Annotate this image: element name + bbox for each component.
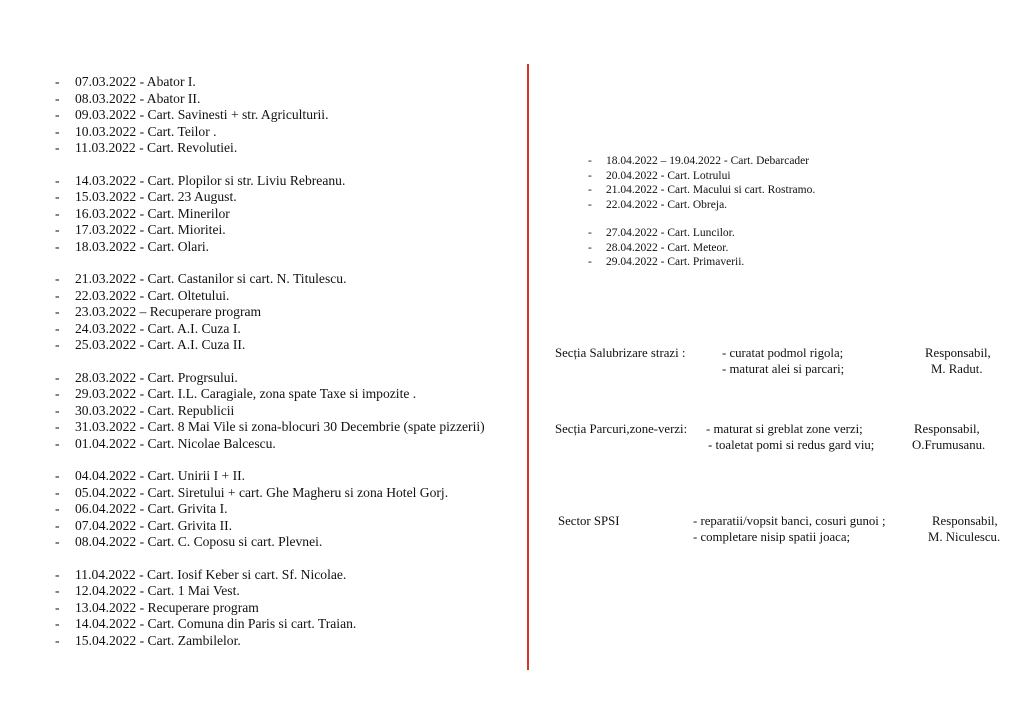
right-schedule-list [588, 154, 1008, 270]
responsible-label: Responsabil, [925, 346, 991, 360]
schedule-row [55, 189, 525, 206]
schedule-row [55, 600, 525, 617]
schedule-entry [75, 583, 240, 600]
schedule-entry [75, 173, 345, 190]
bullet-dash: - [55, 534, 60, 549]
group-spacer [55, 255, 525, 271]
schedule-location: - Abator I. [139, 74, 196, 89]
schedule-row [588, 169, 1008, 184]
bullet-dash: - [55, 517, 60, 533]
bullet-dash: - [55, 189, 60, 204]
schedule-location: – 19.04.2022 - Cart. Debarcader [660, 155, 810, 167]
schedule-location: - Cart. 23 August. [139, 189, 237, 204]
bullet-dash: - [55, 172, 60, 188]
schedule-entry [75, 485, 448, 502]
schedule-row [588, 241, 1008, 256]
schedule-row [55, 518, 525, 535]
schedule-row [55, 403, 525, 420]
schedule-date: 27.04.2022 [606, 227, 658, 239]
bullet-dash: - [55, 435, 60, 451]
schedule-location: - Cart. Primaverii. [660, 256, 745, 268]
group-spacer [55, 452, 525, 468]
schedule-entry [75, 107, 328, 124]
schedule-entry [75, 436, 276, 453]
schedule-row [55, 239, 525, 256]
schedule-row [55, 271, 525, 288]
schedule-entry [75, 74, 196, 91]
schedule-location: - Cart. 1 Mai Vest. [139, 583, 240, 598]
bullet-dash: - [55, 402, 60, 418]
schedule-location: - Cart. I.L. Caragiale, zona spate Taxe si impozite . [139, 386, 417, 401]
group-spacer [55, 157, 525, 173]
schedule-row [55, 304, 525, 321]
bullet-dash: - [55, 304, 60, 319]
bullet-dash: - [588, 227, 592, 239]
bullet-dash: - [55, 271, 60, 286]
responsible-name: O.Frumusanu. [912, 438, 986, 452]
schedule-entry [75, 140, 237, 157]
schedule-location: - Cart. Nicolae Balcescu. [139, 435, 276, 451]
schedule-date: 22.03.2022 [75, 287, 137, 303]
schedule-date: 09.03.2022 [75, 107, 137, 122]
schedule-row [55, 140, 525, 157]
schedule-row [588, 255, 1008, 270]
schedule-date: 23.03.2022 [75, 304, 137, 319]
schedule-location: - Cart. Minerilor [139, 205, 230, 221]
schedule-entry [75, 124, 217, 141]
schedule-row [55, 206, 525, 223]
schedule-date: 25.03.2022 [75, 337, 137, 352]
bullet-dash: - [55, 386, 60, 401]
bullet-dash: - [55, 566, 60, 582]
left-schedule-list [55, 74, 525, 649]
schedule-location: - Cart. Lotrului [660, 169, 731, 182]
schedule-location: - Cart. Comuna din Paris si cart. Traian. [139, 616, 357, 631]
schedule-date: 15.04.2022 [75, 632, 137, 648]
bullet-dash: - [55, 583, 60, 598]
bullet-dash: - [588, 256, 592, 268]
schedule-location: - Recuperare program [139, 599, 259, 615]
bullet-dash: - [55, 419, 60, 434]
schedule-location: - Cart. Republicii [139, 402, 235, 418]
schedule-entry [75, 534, 322, 551]
section-task: - completare nisip spatii joaca; [693, 530, 851, 544]
bullet-dash: - [588, 169, 592, 182]
schedule-date: 05.04.2022 [75, 484, 137, 500]
section-spsi [558, 513, 1018, 547]
schedule-entry [606, 255, 744, 270]
schedule-date: 01.04.2022 [75, 435, 137, 451]
schedule-row [55, 567, 525, 584]
bullet-dash: - [55, 74, 60, 89]
responsible-label: Responsabil, [932, 514, 998, 528]
schedule-date: 15.03.2022 [75, 189, 137, 204]
schedule-date: 20.04.2022 [606, 169, 658, 182]
schedule-date: 06.04.2022 [75, 501, 137, 516]
schedule-entry [606, 226, 735, 241]
schedule-entry [75, 419, 485, 436]
schedule-location: - Cart. C. Coposu si cart. Plevnei. [139, 534, 323, 549]
schedule-entry [75, 304, 261, 321]
schedule-entry [75, 321, 241, 338]
schedule-date: 11.03.2022 [75, 140, 136, 155]
section-salubrizare [555, 345, 1015, 379]
schedule-date: 04.04.2022 [75, 468, 137, 483]
schedule-entry [606, 183, 815, 198]
schedule-entry [606, 241, 728, 256]
bullet-dash: - [588, 241, 592, 254]
schedule-location: - Cart. Obreja. [660, 198, 728, 211]
bullet-dash: - [55, 140, 60, 155]
schedule-row [55, 534, 525, 551]
schedule-date: 28.03.2022 [75, 369, 137, 385]
schedule-entry [75, 288, 229, 305]
schedule-entry [75, 239, 209, 256]
schedule-row [55, 485, 525, 502]
schedule-date: 22.04.2022 [606, 198, 658, 211]
schedule-date: 07.04.2022 [75, 517, 137, 533]
section-parcuri [555, 421, 1015, 455]
section-task: - maturat alei si parcari; [722, 362, 845, 376]
schedule-date: 14.03.2022 [75, 172, 137, 188]
schedule-location: - Cart. Macului si cart. Rostramo. [660, 184, 816, 196]
schedule-date: 17.03.2022 [75, 222, 137, 237]
schedule-row [588, 198, 1008, 213]
bullet-dash: - [55, 90, 60, 106]
bullet-dash: - [55, 320, 60, 336]
schedule-location: - Cart. Teilor . [139, 123, 217, 139]
section-label: Secția Parcuri,zone-verzi: [555, 422, 688, 436]
schedule-location: - Cart. A.I. Cuza I. [139, 320, 241, 336]
schedule-date: 21.04.2022 [606, 184, 658, 196]
schedule-location: – Recuperare program [139, 304, 262, 319]
schedule-row [55, 419, 525, 436]
schedule-location: - Cart. 8 Mai Vile si zona-blocuri 30 Decembrie (spate pizzerii) [139, 419, 485, 434]
schedule-date: 11.04.2022 [75, 566, 136, 582]
schedule-row [55, 222, 525, 239]
schedule-entry [75, 403, 234, 420]
schedule-row [55, 337, 525, 354]
schedule-row [55, 583, 525, 600]
bullet-dash: - [55, 632, 60, 648]
schedule-date: 18.03.2022 [75, 238, 137, 254]
responsible-name: M. Radut. [931, 362, 983, 376]
bullet-dash: - [55, 468, 60, 483]
schedule-date: 07.03.2022 [75, 74, 137, 89]
schedule-row [55, 173, 525, 190]
schedule-row [588, 226, 1008, 241]
schedule-date: 08.04.2022 [75, 534, 137, 549]
bullet-dash: - [55, 484, 60, 500]
responsible-label: Responsabil, [914, 422, 980, 436]
schedule-entry [75, 616, 356, 633]
schedule-date: 29.04.2022 [606, 256, 658, 268]
schedule-entry [75, 600, 259, 617]
schedule-entry [75, 468, 245, 485]
schedule-row [55, 436, 525, 453]
schedule-entry [75, 518, 232, 535]
schedule-row [55, 370, 525, 387]
schedule-date: 28.04.2022 [606, 241, 658, 254]
schedule-location: - Cart. Savinesti + str. Agriculturii. [139, 107, 329, 122]
schedule-date: 14.04.2022 [75, 616, 137, 631]
bullet-dash: - [55, 369, 60, 385]
bullet-dash: - [55, 238, 60, 254]
bullet-dash: - [55, 337, 60, 352]
group-spacer [588, 212, 1008, 226]
schedule-date: 18.04.2022 [606, 155, 658, 167]
schedule-row [588, 154, 1008, 169]
schedule-row [55, 107, 525, 124]
schedule-date: 10.03.2022 [75, 123, 137, 139]
schedule-row [55, 633, 525, 650]
group-spacer [55, 551, 525, 567]
bullet-dash: - [588, 155, 592, 167]
schedule-location: - Cart. Siretului + cart. Ghe Magheru si zona Hotel Gorj. [139, 484, 449, 500]
schedule-row [55, 616, 525, 633]
red-vertical-divider [527, 64, 529, 670]
schedule-entry [75, 370, 238, 387]
schedule-entry [75, 337, 245, 354]
schedule-location: - Cart. Unirii I + II. [139, 468, 246, 483]
section-task: - reparatii/vopsit banci, cosuri gunoi ; [693, 514, 886, 528]
schedule-location: - Cart. Grivita I. [139, 501, 228, 516]
schedule-entry [75, 91, 200, 108]
schedule-date: 16.03.2022 [75, 205, 137, 221]
schedule-entry [606, 169, 731, 184]
schedule-location: - Cart. Luncilor. [660, 227, 735, 239]
schedule-row [55, 321, 525, 338]
schedule-date: 08.03.2022 [75, 90, 137, 106]
section-label: Secția Salubrizare strazi : [555, 346, 686, 360]
bullet-dash: - [55, 599, 60, 615]
bullet-dash: - [55, 107, 60, 122]
schedule-location: - Cart. Meteor. [660, 241, 729, 254]
schedule-entry [75, 206, 230, 223]
schedule-date: 24.03.2022 [75, 320, 137, 336]
schedule-location: - Cart. Oltetului. [139, 287, 230, 303]
schedule-row [55, 124, 525, 141]
schedule-location: - Cart. Progrsului. [139, 369, 238, 385]
schedule-location: - Cart. Mioritei. [139, 222, 226, 237]
schedule-row [55, 288, 525, 305]
schedule-entry [75, 633, 241, 650]
schedule-row [55, 91, 525, 108]
schedule-location: - Cart. A.I. Cuza II. [139, 337, 246, 352]
bullet-dash: - [55, 501, 60, 516]
schedule-date: 29.03.2022 [75, 386, 137, 401]
schedule-row [55, 74, 525, 91]
bullet-dash: - [588, 198, 592, 211]
schedule-location: - Cart. Zambilelor. [139, 632, 241, 648]
schedule-location: - Cart. Revolutiei. [139, 140, 238, 155]
schedule-entry [75, 501, 228, 518]
schedule-entry [75, 189, 237, 206]
responsible-name: M. Niculescu. [928, 530, 1001, 544]
section-label: Sector SPSI [558, 514, 620, 528]
bullet-dash: - [588, 184, 592, 196]
schedule-date: 21.03.2022 [75, 271, 137, 286]
section-task: - curatat podmol rigola; [722, 346, 844, 360]
schedule-location: - Cart. Plopilor si str. Liviu Rebreanu. [139, 172, 346, 188]
schedule-entry [606, 154, 809, 169]
schedule-location: - Abator II. [139, 90, 201, 106]
schedule-location: - Cart. Grivita II. [139, 517, 233, 533]
schedule-entry [75, 222, 226, 239]
schedule-row [55, 386, 525, 403]
bullet-dash: - [55, 616, 60, 631]
schedule-row [588, 183, 1008, 198]
schedule-date: 12.04.2022 [75, 583, 137, 598]
group-spacer [55, 354, 525, 370]
bullet-dash: - [55, 123, 60, 139]
bullet-dash: - [55, 205, 60, 221]
bullet-dash: - [55, 287, 60, 303]
schedule-entry [606, 198, 727, 213]
schedule-date: 30.03.2022 [75, 402, 137, 418]
schedule-row [55, 501, 525, 518]
section-task: - maturat si greblat zone verzi; [706, 422, 863, 436]
schedule-location: - Cart. Iosif Keber si cart. Sf. Nicolae. [139, 566, 347, 582]
schedule-entry [75, 386, 416, 403]
schedule-location: - Cart. Castanilor si cart. N. Titulescu. [139, 271, 347, 286]
schedule-entry [75, 271, 346, 288]
schedule-date: 31.03.2022 [75, 419, 137, 434]
section-task: - toaletat pomi si redus gard viu; [708, 438, 875, 452]
schedule-row [55, 468, 525, 485]
bullet-dash: - [55, 222, 60, 237]
schedule-date: 13.04.2022 [75, 599, 137, 615]
schedule-location: - Cart. Olari. [139, 238, 210, 254]
schedule-entry [75, 567, 346, 584]
